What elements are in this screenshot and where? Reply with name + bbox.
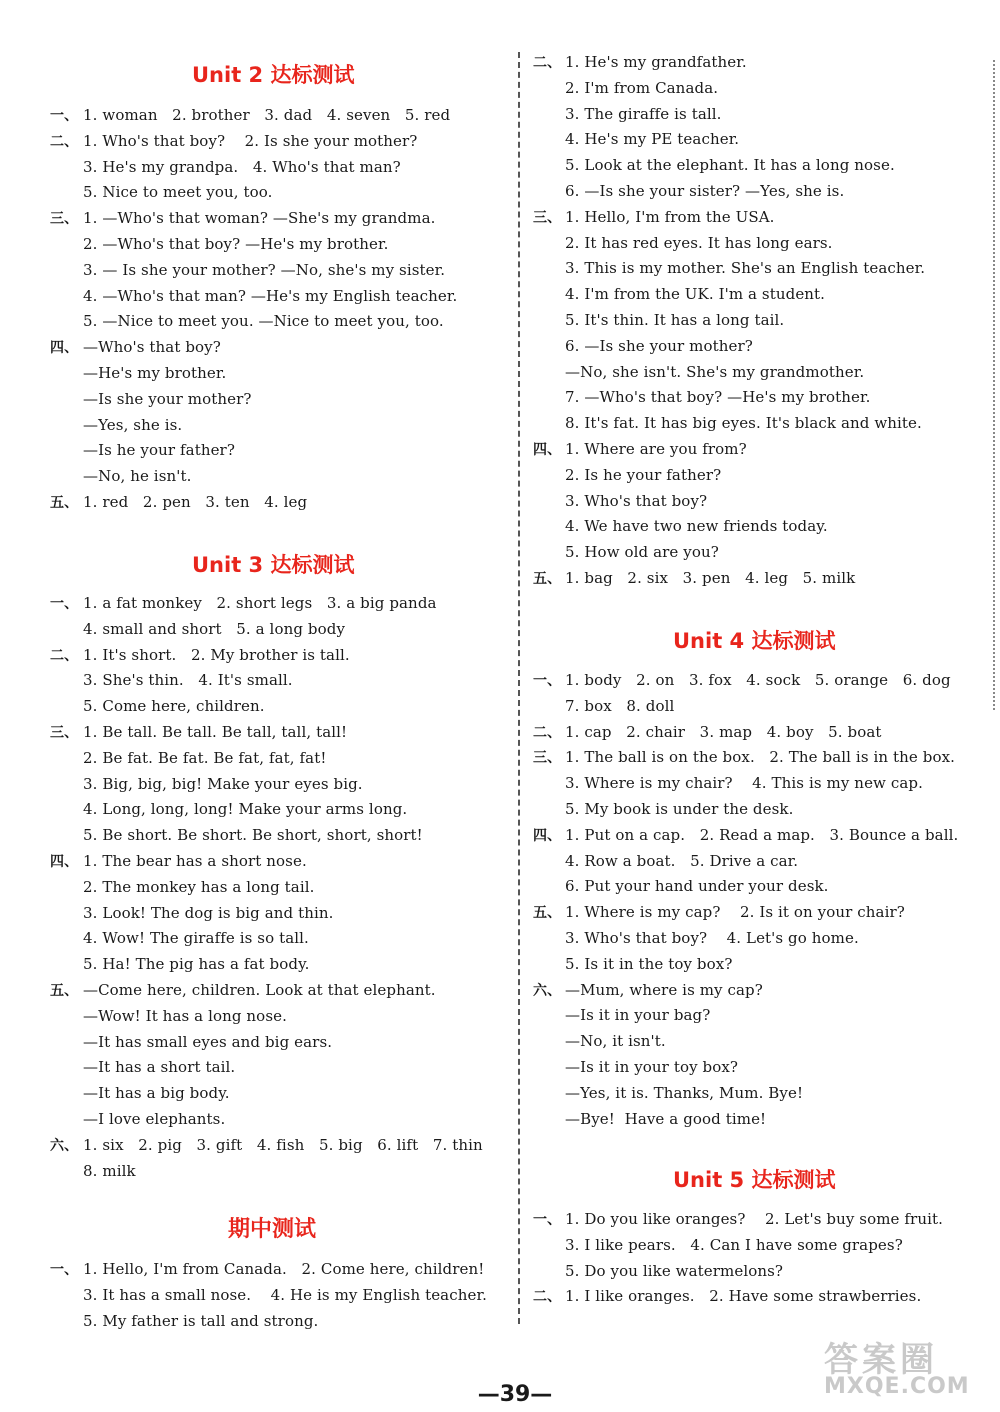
question-number: 五、: [533, 905, 562, 922]
answer-line: [50, 183, 272, 201]
answer-line: [533, 414, 922, 432]
answer-text: —Is she your mother?: [83, 389, 252, 408]
question-number: 二、: [50, 133, 79, 150]
answer-line: [50, 981, 436, 1000]
answer-text: 4. Long, long, long! Make your arms long.: [83, 800, 408, 819]
answer-line: [50, 493, 307, 512]
answer-line: [50, 826, 423, 844]
answer-text: 4. Wow! The giraffe is so tall.: [83, 929, 309, 948]
answer-text: 3. She's thin. 4. It's small.: [83, 671, 293, 690]
answer-line: [533, 156, 895, 174]
answer-line: [50, 364, 226, 382]
question-number: 五、: [50, 983, 79, 999]
answer-line: [50, 1162, 136, 1180]
answer-text: 3. Look! The dog is big and thin.: [83, 903, 334, 922]
answer-text: 4. I'm from the UK. I'm a student.: [565, 285, 826, 304]
answer-line: [50, 338, 221, 357]
answer-line: [50, 158, 401, 176]
question-number: 三、: [50, 211, 79, 228]
answer-line: [533, 1210, 943, 1229]
answer-line: [533, 259, 925, 277]
answer-text: 1. Put on a cap. 2. Read a map. 3. Bounce a ball.: [565, 825, 959, 844]
answer-text: 5. It's thin. It has a long tail.: [565, 311, 785, 329]
question-number: 一、: [50, 108, 79, 124]
answer-text: 5. How old are you?: [565, 543, 719, 562]
answer-text: —Bye! Have a good time!: [565, 1109, 767, 1128]
answer-line: [533, 929, 859, 947]
answer-line: [533, 53, 747, 72]
watermark-en: MXQE.COM: [824, 1374, 970, 1399]
answer-line: [533, 1032, 666, 1050]
answer-text: 2. —Who's that boy? —He's my brother.: [83, 235, 389, 253]
answer-line: [533, 852, 798, 870]
answer-text: 5. Be short. Be short. Be short, short, short!: [83, 826, 423, 845]
answer-line: [533, 517, 828, 535]
answer-line: [50, 132, 417, 151]
answer-text: 1. The bear has a short nose.: [83, 852, 307, 870]
answer-line: [50, 1058, 235, 1076]
answer-line: [533, 337, 753, 355]
answer-text: —It has a big body.: [83, 1084, 230, 1103]
answer-line: [533, 285, 825, 303]
answer-text: 1. Be tall. Be tall. Be tall, tall, tall!: [83, 723, 348, 741]
answer-line: [50, 1136, 483, 1155]
answer-text: 1. He's my grandfather.: [565, 53, 747, 71]
answer-text: 7. box 8. doll: [565, 696, 675, 715]
answer-text: 1. Where are you from?: [565, 440, 747, 458]
answer-text: 4. Row a boat. 5. Drive a car.: [565, 851, 799, 870]
question-number: 二、: [533, 724, 562, 741]
answer-text: 3. Who's that boy?: [565, 491, 708, 510]
answer-line: [533, 981, 763, 1000]
answer-text: 1. The ball is on the box. 2. The ball is in the box.: [565, 748, 955, 767]
answer-text: 1. It's short. 2. My brother is tall.: [83, 645, 350, 664]
answer-text: 8. It's fat. It has big eyes. It's black and white.: [565, 414, 922, 433]
answer-text: —Yes, it is. Thanks, Mum. Bye!: [565, 1083, 804, 1102]
section-title-unit3: Unit 3 达标测试: [192, 553, 355, 577]
answer-line: [533, 466, 721, 484]
question-number: 三、: [533, 750, 562, 767]
question-number: 四、: [50, 340, 79, 357]
answer-line: [50, 620, 345, 638]
answer-line: [533, 955, 732, 973]
section-title-unit4: Unit 4 达标测试: [673, 629, 836, 653]
answer-line: [533, 492, 707, 510]
answer-line: [533, 671, 951, 690]
question-number: 三、: [533, 209, 562, 226]
answer-line: [533, 208, 775, 227]
answer-text: 3. Where is my chair? 4. This is my new cap.: [565, 774, 923, 793]
answer-text: —Is he your father?: [83, 441, 235, 460]
answer-text: 5. Ha! The pig has a fat body.: [83, 955, 310, 974]
section-title-unit5: Unit 5 达标测试: [673, 1168, 836, 1192]
answer-line: [50, 955, 310, 973]
answer-text: 3. — Is she your mother? —No, she's my sister.: [83, 260, 446, 279]
answer-text: 3. He's my grandpa. 4. Who's that man?: [83, 157, 401, 176]
answer-line: [50, 594, 437, 613]
answer-text: 3. It has a small nose. 4. He is my English teacher.: [83, 1285, 487, 1304]
answer-text: 4. We have two new friends today.: [565, 517, 828, 536]
answer-line: [533, 182, 844, 200]
answer-text: —I love elephants.: [83, 1110, 226, 1128]
question-number: 四、: [533, 827, 562, 844]
answer-text: 1. Do you like oranges? 2. Let's buy some fruit.: [565, 1210, 943, 1228]
answer-text: 8. milk: [83, 1161, 136, 1180]
answer-text: 4. He's my PE teacher.: [565, 130, 740, 149]
answer-line: [50, 467, 191, 485]
answer-line: [50, 1260, 484, 1279]
answer-line: [533, 569, 855, 588]
answer-line: [533, 723, 882, 742]
answer-line: [533, 1058, 738, 1076]
answer-line: [533, 826, 958, 845]
answer-line: [533, 774, 923, 792]
answer-line: [50, 235, 389, 253]
answer-text: 1. red 2. pen 3. ten 4. leg: [83, 493, 308, 511]
answer-line: [50, 312, 444, 330]
answer-line: [50, 723, 347, 742]
answer-line: [50, 904, 334, 922]
answer-text: 5. Do you like watermelons?: [565, 1261, 784, 1280]
question-number: 三、: [50, 725, 79, 741]
answer-line: [50, 775, 363, 793]
answer-line: [533, 440, 747, 459]
answer-line: [533, 311, 784, 329]
answer-line: [50, 1286, 487, 1304]
answer-line: [50, 1007, 287, 1025]
section-title-midterm: 期中测试: [228, 1216, 317, 1242]
question-number: 二、: [533, 55, 562, 71]
column-divider: [518, 52, 520, 1324]
answer-line: [533, 363, 864, 381]
answer-line: [50, 929, 309, 947]
answer-line: [50, 1084, 230, 1102]
answer-text: 1. Hello, I'm from Canada. 2. Come here, children!: [83, 1260, 485, 1278]
answer-text: —It has small eyes and big ears.: [83, 1032, 333, 1051]
answer-text: 4. small and short 5. a long body: [83, 619, 346, 638]
answer-line: [533, 877, 829, 895]
answer-line: [50, 878, 315, 896]
answer-text: 2. The monkey has a long tail.: [83, 877, 315, 896]
answer-text: —Wow! It has a long nose.: [83, 1006, 287, 1025]
answer-text: 7. —Who's that boy? —He's my brother.: [565, 388, 871, 407]
page-number: —39—: [477, 1382, 553, 1407]
answer-text: 1. Where is my cap? 2. Is it on your chair?: [565, 903, 905, 922]
answer-text: 1. cap 2. chair 3. map 4. boy 5. boat: [565, 722, 882, 741]
answer-text: 1. I like oranges. 2. Have some strawberries.: [565, 1287, 922, 1306]
answer-text: 2. It has red eyes. It has long ears.: [565, 233, 833, 252]
section-title-unit2: Unit 2 达标测试: [192, 63, 355, 87]
question-number: 二、: [50, 647, 79, 664]
answer-text: —Yes, she is.: [83, 415, 183, 434]
answer-text: 3. I like pears. 4. Can I have some grapes?: [565, 1235, 903, 1254]
answer-text: 6. —Is she your mother?: [565, 336, 753, 355]
answer-text: —Come here, children. Look at that elephant.: [83, 981, 436, 999]
answer-text: 5. —Nice to meet you. —Nice to meet you, too.: [83, 312, 444, 331]
answer-line: [533, 105, 722, 123]
answer-line: [533, 543, 719, 561]
answer-text: 4. —Who's that man? —He's my English teacher.: [83, 286, 458, 305]
answer-line: [533, 903, 905, 922]
answer-line: [50, 671, 293, 689]
answer-line: [50, 1110, 225, 1128]
watermark-logo: [818, 1332, 998, 1408]
answer-text: 2. Is he your father?: [565, 465, 722, 484]
answer-text: 1. bag 2. six 3. pen 4. leg 5. milk: [565, 569, 856, 587]
answer-line: [50, 1312, 318, 1330]
question-number: 一、: [50, 596, 79, 612]
answer-line: [50, 852, 307, 871]
answer-line: [50, 441, 235, 459]
answer-line: [533, 130, 739, 148]
answer-text: 1. Hello, I'm from the USA.: [565, 207, 775, 226]
answer-text: 1. Who's that boy? 2. Is she your mother?: [83, 131, 418, 150]
question-number: 一、: [50, 1262, 79, 1278]
answer-text: 5. My father is tall and strong.: [83, 1311, 319, 1330]
answer-text: 3. Who's that boy? 4. Let's go home.: [565, 929, 859, 947]
question-number: 四、: [50, 854, 79, 870]
answer-line: [50, 261, 445, 279]
answer-line: [50, 800, 407, 818]
answer-text: 1. woman 2. brother 3. dad 4. seven 5. red: [83, 106, 451, 124]
answer-text: 5. Is it in the toy box?: [565, 954, 733, 973]
question-number: 四、: [533, 442, 562, 458]
answer-line: [533, 1110, 766, 1128]
answer-line: [533, 1084, 803, 1102]
answer-line: [50, 390, 252, 408]
answer-line: [533, 388, 871, 406]
answer-text: 2. I'm from Canada.: [565, 78, 719, 97]
answer-line: [533, 1236, 903, 1254]
answer-line: [50, 1033, 332, 1051]
answer-text: —Who's that boy?: [83, 338, 221, 357]
answer-text: —No, he isn't.: [83, 467, 192, 486]
answer-text: 1. six 2. pig 3. gift 4. fish 5. big 6. lift 7. thin: [83, 1135, 483, 1154]
answer-line: [533, 1262, 783, 1280]
answer-text: —No, she isn't. She's my grandmother.: [565, 362, 865, 381]
answer-line: [533, 748, 955, 767]
answer-text: 6. Put your hand under your desk.: [565, 877, 829, 896]
page-edge-dots: [993, 60, 995, 710]
answer-text: 5. My book is under the desk.: [565, 800, 794, 818]
answer-line: [50, 749, 326, 767]
answer-text: —It has a short tail.: [83, 1058, 236, 1077]
answer-text: 5. Nice to meet you, too.: [83, 183, 273, 202]
answer-line: [533, 697, 674, 715]
answer-text: 5. Come here, children.: [83, 697, 265, 716]
answer-line: [533, 79, 718, 97]
answer-text: 1. body 2. on 3. fox 4. sock 5. orange 6. dog: [565, 671, 951, 689]
watermark-cn: 答案圈: [824, 1340, 938, 1380]
answer-line: [533, 234, 833, 252]
question-number: 六、: [533, 982, 562, 999]
answer-text: 6. —Is she your sister? —Yes, she is.: [565, 182, 845, 200]
answer-line: [50, 697, 265, 715]
answer-text: 5. Look at the elephant. It has a long nose.: [565, 156, 895, 175]
answer-text: 1. —Who's that woman? —She's my grandma.: [83, 209, 436, 228]
question-number: 一、: [533, 1212, 562, 1228]
answer-text: —Is it in your toy box?: [565, 1058, 739, 1076]
answer-line: [50, 209, 436, 228]
answer-text: —No, it isn't.: [565, 1032, 666, 1051]
answer-text: 2. Be fat. Be fat. Be fat, fat, fat!: [83, 748, 327, 767]
answer-text: 3. This is my mother. She's an English teacher.: [565, 259, 926, 278]
answer-text: 3. Big, big, big! Make your eyes big.: [83, 774, 363, 793]
answer-line: [50, 287, 457, 305]
answer-line: [533, 1006, 710, 1024]
question-number: 六、: [50, 1137, 79, 1154]
answer-text: —He's my brother.: [83, 364, 227, 382]
answer-text: —Mum, where is my cap?: [565, 980, 763, 999]
question-number: 五、: [50, 495, 79, 511]
answer-line: [50, 646, 350, 665]
question-number: 一、: [533, 673, 562, 689]
answer-text: 1. a fat monkey 2. short legs 3. a big panda: [83, 594, 437, 612]
answer-line: [50, 416, 182, 434]
answer-line: [50, 106, 450, 125]
answer-line: [533, 800, 793, 818]
question-number: 二、: [533, 1289, 562, 1306]
question-number: 五、: [533, 571, 562, 587]
answer-text: 3. The giraffe is tall.: [565, 104, 722, 123]
answer-line: [533, 1287, 921, 1306]
answer-text: —Is it in your bag?: [565, 1006, 711, 1025]
